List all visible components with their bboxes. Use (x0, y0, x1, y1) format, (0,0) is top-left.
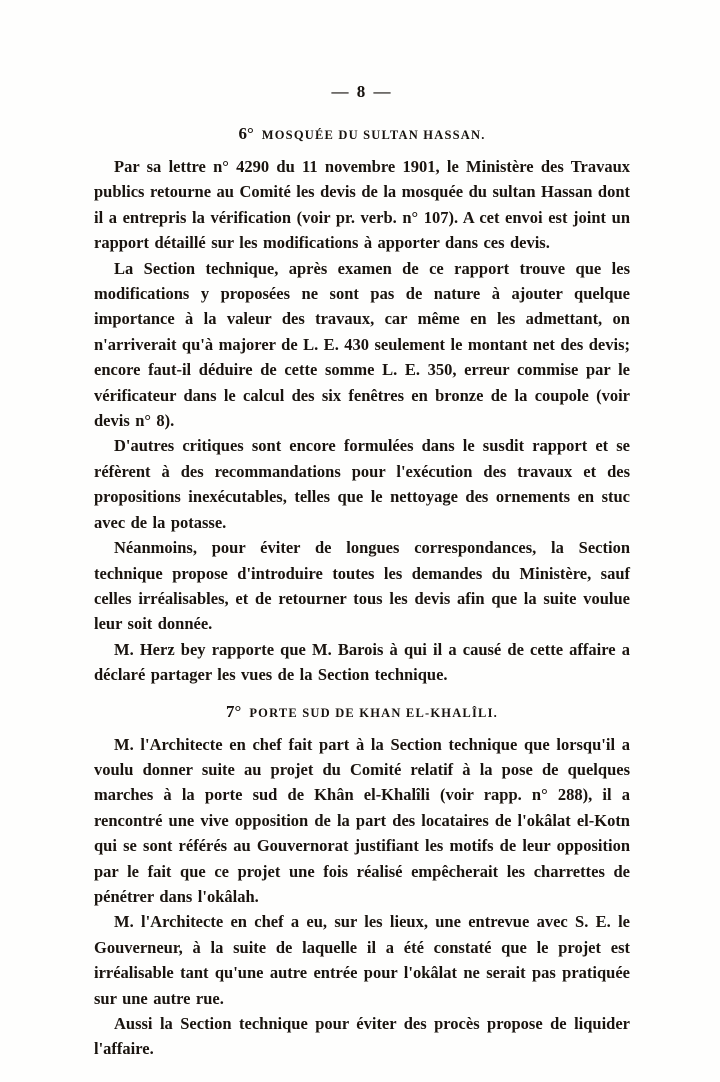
paragraph: M. Herz bey rapporte que M. Barois à qui il a causé de cette affaire a déclaré partager les vues de la Section technique. (94, 639, 630, 685)
section-number: 7° (226, 701, 242, 721)
paragraph: M. l'Architecte en chef a eu, sur les lieux, une entrevue avec S. E. le Gouverneur, à la suite de laquelle il a été constaté que le projet est irréalisable tant qu'une autre entrée pour l'okâlat ne serait pas pratiquée sur une autre rue. (94, 912, 630, 1008)
section-mosquee-sultan-hassan (94, 124, 630, 688)
section-number: 6° (238, 124, 254, 143)
paragraph: M. l'Architecte en chef fait part à la Section technique que lorsqu'il a voulu donner suite au projet du Comité relatif à la pose de quelques marches à la porte sud de Khân el-Khalîli (voir rapp. n° 288), il a rencontré une vive opposition de la part des locataires de l'okâlat el-Kotn qui se sont référés au Gouvernorat justifiant les motifs de leur opposition par le fait que ce projet une fois réalisé empêcherait les charrettes de pénétrer dans l'okâlah. (94, 734, 630, 906)
section-heading (94, 702, 630, 722)
section-heading (94, 124, 630, 144)
paragraph: D'autres critiques sont encore formulées dans le susdit rapport et se réfèrent à des recommandations pour l'exécution des travaux et des propositions inexécutables, telles que le nettoyage des ornements en stuc avec de la potasse. (94, 436, 630, 532)
paragraph: Par sa lettre n° 4290 du 11 novembre 1901, le Ministère des Travaux publics retourne au Comité les devis de la mosquée du sultan Hassan dont il a entrepris la vérification (voir pr. verb. n° 107). A cet envoi est joint un rapport détaillé sur les modifications à apporter dans ces devis. (94, 157, 630, 253)
paragraph: Aussi la Section technique pour éviter des procès propose de liquider l'affaire. (94, 1014, 630, 1059)
section-porte-sud-khan-el-khalili (94, 702, 630, 1062)
section-body (94, 732, 630, 1062)
section-body (94, 154, 630, 688)
paragraph: La Section technique, après examen de ce rapport trouve que les modifications y proposées ne sont pas de nature à ajouter quelque importance à la valeur des travaux, car même en les admettant, on n'arriverait qu'à majorer de L. E. 430 seulement le montant net des devis; encore faut-il déduire de cette somme L. E. 350, erreur commise par le vérificateur dans le calcul des six fenêtres en bronze de la coupole (voir devis n° 8). (94, 258, 630, 431)
paragraph: Néanmoins, pour éviter de longues correspondances, la Section technique propose d'introduire toutes les demandes du Ministère, sauf celles irréalisables, et de retourner tous les devis afin que la suite voulue leur soit donnée. (94, 538, 630, 634)
section-title: MOSQUÉE DU SULTAN HASSAN. (261, 128, 486, 142)
page-number: — 8 — (331, 82, 393, 101)
section-title: PORTE SUD DE KHAN EL-KHALÎLI. (249, 705, 498, 720)
